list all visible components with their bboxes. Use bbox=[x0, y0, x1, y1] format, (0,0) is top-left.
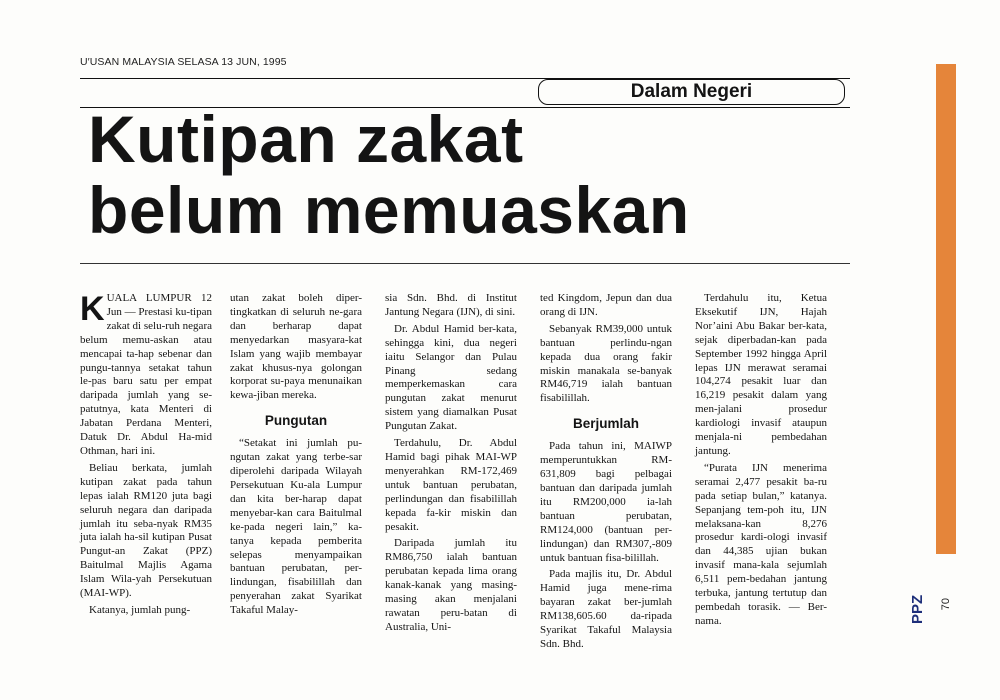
headline-rule bbox=[80, 263, 850, 264]
article-paragraph: Dr. Abdul Hamid ber-kata, sehingga kini, dua negeri iaitu Selangor dan Pulau Pinang sedang memperkemaskan cara pungutan zakat menurut sistem yang diamalkan Pusat Pungutan Zakat. bbox=[385, 322, 517, 433]
article-paragraph: Sebanyak RM39,000 untuk bantuan perlindu-ngan kepada dua orang fakir miskin manakala se-banyak RM46,719 ialah bantuan fisabilillah. bbox=[540, 322, 672, 405]
article-paragraph: Daripada jumlah itu RM86,750 ialah bantuan perubatan kepada lima orang kanak-kanak yang masing-masing akan menjalani rawatan peru-batan di Australia, Uni- bbox=[385, 537, 517, 633]
subheading-pungutan: Pungutan bbox=[264, 413, 328, 429]
subheading-berjumlah: Berjumlah bbox=[572, 416, 640, 432]
article-paragraph: Beliau berkata, jumlah kutipan zakat pada tahun lepas ialah RM120 juta bagi seluruh negara dan daripada jumlah itu seba-nyak RM35 juta ialah ha-sil kutipan Pusat Pungut-an Zakat (PPZ) Baitulmal Majlis Agama Islam Wila-yah Persekutuan (MAI-WP). bbox=[80, 461, 212, 600]
drop-cap: K bbox=[80, 290, 105, 328]
article-paragraph: sia Sdn. Bhd. di Institut Jantung Negara (IJN), di sini. bbox=[385, 292, 517, 318]
headline bbox=[88, 104, 868, 246]
article-column-3 bbox=[385, 292, 517, 638]
lead-text: UALA LUMPUR 12 Jun — Prestasi ku-tipan zakat di selu-ruh negara belum memu-askan atau mencapai ta-hap sebenar dan pungu-tannya setakat tahun le-pas baru satu per empat daripada jumlah yang se-patutnya, kata Menteri di Jabatan Perdana Menteri, Datuk Dr. Abdul Ha-mid Othman, hari ini. bbox=[80, 292, 212, 457]
article-paragraph bbox=[80, 292, 212, 459]
orange-edge-bar bbox=[936, 64, 956, 554]
masthead: U′USAN MALAYSIA SELASA 13 JUN, 1995 bbox=[80, 56, 287, 68]
ppz-logo: PPZ bbox=[909, 594, 926, 624]
article-paragraph: ted Kingdom, Jepun dan dua orang di IJN. bbox=[540, 292, 672, 318]
article-paragraph: Pada tahun ini, MAIWP memperuntukkan RM-631,809 bagi pelbagai bantuan dan daripada jumlah itu RM200,000 ia-lah bantuan perubatan, RM124,000 (bantuan per-lindungan) dan RM307,-809 untuk bantuan fisa-bilillah. bbox=[540, 440, 672, 564]
article-column-5 bbox=[695, 292, 827, 632]
headline-line-1: Kutipan zakat bbox=[88, 102, 524, 176]
article-paragraph: “Setakat ini jumlah pu-ngutan zakat yang terbe-sar diperolehi daripada Wilayah Persekutuan Ku-ala Lumpur dan kita ber-harap dapat menyebar-kan cara Baitulmal ke-pada negeri lain,” ka-tanya kepada pemberita selepas menyampaikan bantuan perubatan, per-lindungan, fisabilillah dan penyerahan zakat Syarikat Takaful Malay- bbox=[230, 437, 362, 617]
page-number: 70 bbox=[940, 598, 952, 611]
article-paragraph: utan zakat boleh diper-tingkatkan di seluruh ne-gara dan berharap dapat menyedarkan masyara-kat Islam yang wajib membayar zakat khusus-nya golongan korporat su-paya menunaikan kewa-jiban mereka. bbox=[230, 292, 362, 402]
article-column-1 bbox=[80, 292, 212, 621]
article-paragraph: Terdahulu, Dr. Abdul Hamid bagi pihak MAI-WP menyerahkan RM-172,469 untuk bantuan perubatan, perlindungan dan fisabilillah kepada fa-kir miskin dan pesakit. bbox=[385, 437, 517, 533]
article-paragraph: “Purata IJN menerima seramai 2,477 pesakit ba-ru pada setiap bulan,” katanya. Sepanjang tem-poh itu, IJN melaksana-kan 8,276 prosedur kardi-ologi invasif dan 44,385 ujian bukan invasif mana-kala sejumlah 6,511 pem-bedahan jantung terbuka, jantung tertutup dan pembedah torasik. — Ber-nama. bbox=[695, 461, 827, 627]
article-column-2 bbox=[230, 292, 362, 621]
article-column-4 bbox=[540, 292, 672, 655]
headline-line-2: belum memuaskan bbox=[88, 173, 690, 247]
article-paragraph: Terdahulu itu, Ketua Eksekutif IJN, Hajah Nor’aini Abu Bakar ber-kata, sejak diperbadan-kan pada September 1992 hingga April lepas IJN merawat seramai 104,274 pesakit luar dan 16,219 pesakit dalam yang men-jalani prosedur kardiologi invasif ataupun menjala-ni pembedahan jantung. bbox=[695, 292, 827, 457]
article-paragraph: Pada majlis itu, Dr. Abdul Hamid juga mene-rima bayaran zakat ber-jumlah RM138,605.60 da-ripada Syarikat Takaful Malaysia Sdn. Bhd. bbox=[540, 568, 672, 650]
article-paragraph: Katanya, jumlah pung- bbox=[89, 603, 191, 616]
section-label: Dalam Negeri bbox=[538, 79, 845, 105]
